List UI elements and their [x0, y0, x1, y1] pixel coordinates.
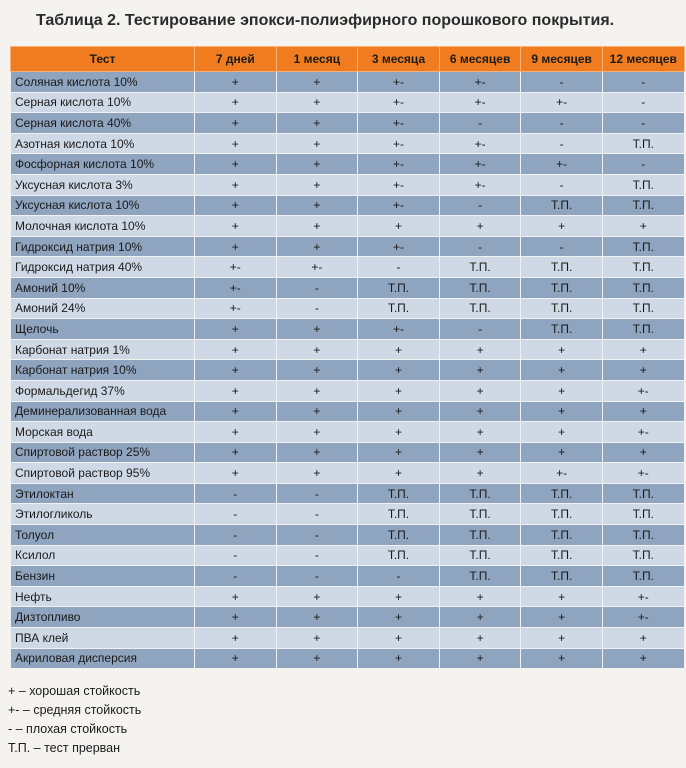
test-name-cell: Толуол	[11, 525, 195, 546]
column-header-period: 1 месяц	[276, 47, 358, 72]
result-cell: +	[195, 133, 277, 154]
result-cell: +	[521, 442, 603, 463]
result-cell: +	[521, 339, 603, 360]
legend-item: +- – средняя стойкость	[8, 703, 142, 717]
result-cell: +	[358, 442, 440, 463]
result-cell: +	[276, 380, 358, 401]
result-cell: +	[276, 360, 358, 381]
result-cell: +	[602, 648, 684, 669]
result-cell: +	[439, 360, 521, 381]
result-cell: +	[276, 401, 358, 422]
legend-item: + – хорошая стойкость	[8, 684, 141, 698]
table-body	[11, 72, 685, 669]
result-cell: +	[439, 339, 521, 360]
result-cell: +	[195, 463, 277, 484]
result-cell: -	[439, 113, 521, 134]
result-cell: Т.П.	[602, 195, 684, 216]
test-name-cell: Азотная кислота 10%	[11, 133, 195, 154]
result-cell: -	[439, 236, 521, 257]
table-row	[11, 648, 685, 669]
result-cell: +	[195, 113, 277, 134]
result-cell: +	[195, 174, 277, 195]
result-cell: -	[602, 154, 684, 175]
result-cell: -	[195, 566, 277, 587]
test-name-cell: Фосфорная кислота 10%	[11, 154, 195, 175]
result-cell: Т.П.	[358, 298, 440, 319]
result-cell: +	[358, 648, 440, 669]
result-cell: Т.П.	[602, 277, 684, 298]
result-cell: +	[195, 154, 277, 175]
result-cell: Т.П.	[439, 257, 521, 278]
result-cell: +	[521, 401, 603, 422]
result-cell: Т.П.	[521, 195, 603, 216]
test-name-cell: Формальдегид 37%	[11, 380, 195, 401]
result-cell: -	[276, 298, 358, 319]
result-cell: +	[195, 319, 277, 340]
result-cell: Т.П.	[602, 133, 684, 154]
result-cell: +-	[521, 154, 603, 175]
result-cell: +	[195, 380, 277, 401]
table-row	[11, 380, 685, 401]
result-cell: +	[521, 422, 603, 443]
table-row	[11, 298, 685, 319]
result-cell: -	[358, 257, 440, 278]
test-name-cell: Гидроксид натрия 10%	[11, 236, 195, 257]
result-cell: -	[195, 525, 277, 546]
test-name-cell: Молочная кислота 10%	[11, 216, 195, 237]
result-cell: +	[276, 628, 358, 649]
result-cell: +	[195, 442, 277, 463]
table-row	[11, 154, 685, 175]
test-name-cell: Спиртовой раствор 25%	[11, 442, 195, 463]
table-row	[11, 586, 685, 607]
test-name-cell: Морская вода	[11, 422, 195, 443]
table-row	[11, 545, 685, 566]
result-cell: +	[195, 360, 277, 381]
result-cell: +	[439, 401, 521, 422]
result-cell: +	[276, 442, 358, 463]
result-cell: +	[602, 442, 684, 463]
result-cell: +	[358, 628, 440, 649]
result-cell: +-	[358, 92, 440, 113]
table-row	[11, 174, 685, 195]
result-cell: +	[276, 72, 358, 93]
result-cell: +-	[439, 72, 521, 93]
column-header-period: 6 месяцев	[439, 47, 521, 72]
result-cell: +	[358, 339, 440, 360]
result-cell: Т.П.	[602, 236, 684, 257]
result-cell: +	[276, 422, 358, 443]
result-cell: Т.П.	[439, 483, 521, 504]
result-cell: +	[195, 339, 277, 360]
test-name-cell: Бензин	[11, 566, 195, 587]
result-cell: Т.П.	[521, 483, 603, 504]
result-cell: Т.П.	[602, 319, 684, 340]
result-cell: Т.П.	[521, 257, 603, 278]
result-cell: Т.П.	[439, 277, 521, 298]
result-cell: +	[276, 195, 358, 216]
table-row	[11, 566, 685, 587]
table-row	[11, 92, 685, 113]
result-cell: Т.П.	[602, 525, 684, 546]
test-name-cell: Деминерализованная вода	[11, 401, 195, 422]
result-cell: +	[195, 401, 277, 422]
result-cell: +	[276, 92, 358, 113]
result-cell: +	[439, 463, 521, 484]
result-cell: +	[195, 72, 277, 93]
result-cell: Т.П.	[602, 566, 684, 587]
result-cell: +	[521, 586, 603, 607]
result-cell: -	[439, 319, 521, 340]
result-cell: +-	[195, 298, 277, 319]
result-cell: Т.П.	[602, 504, 684, 525]
result-cell: +	[358, 360, 440, 381]
result-cell: -	[602, 92, 684, 113]
column-header-period: 3 месяца	[358, 47, 440, 72]
column-header-period: 7 дней	[195, 47, 277, 72]
result-cell: Т.П.	[358, 545, 440, 566]
table-title: Таблица 2. Тестирование эпокси-полиэфирного порошкового покрытия.	[36, 12, 615, 29]
result-cell: +-	[439, 133, 521, 154]
test-name-cell: ПВА клей	[11, 628, 195, 649]
table-row	[11, 422, 685, 443]
test-name-cell: Этилоктан	[11, 483, 195, 504]
result-cell: +	[602, 216, 684, 237]
table-row	[11, 525, 685, 546]
table-row	[11, 277, 685, 298]
test-name-cell: Гидроксид натрия 40%	[11, 257, 195, 278]
result-cell: +	[358, 401, 440, 422]
result-cell: +	[602, 339, 684, 360]
result-cell: -	[276, 504, 358, 525]
result-cell: +	[358, 422, 440, 443]
result-cell: +-	[358, 236, 440, 257]
table-row	[11, 463, 685, 484]
test-name-cell: Амоний 10%	[11, 277, 195, 298]
result-cell: Т.П.	[358, 504, 440, 525]
test-name-cell: Спиртовой раствор 95%	[11, 463, 195, 484]
result-cell: Т.П.	[358, 483, 440, 504]
result-cell: +	[276, 319, 358, 340]
table-row	[11, 607, 685, 628]
result-cell: Т.П.	[521, 566, 603, 587]
result-cell: +	[439, 586, 521, 607]
result-cell: +	[195, 236, 277, 257]
result-cell: +	[358, 216, 440, 237]
table-row	[11, 504, 685, 525]
result-cell: +-	[358, 174, 440, 195]
result-cell: +	[195, 607, 277, 628]
test-name-cell: Уксусная кислота 10%	[11, 195, 195, 216]
result-cell: -	[195, 545, 277, 566]
column-header-period: 12 месяцев	[602, 47, 684, 72]
result-cell: -	[276, 277, 358, 298]
result-cell: +-	[358, 319, 440, 340]
result-cell: -	[521, 174, 603, 195]
result-cell: -	[521, 133, 603, 154]
test-name-cell: Ксилол	[11, 545, 195, 566]
result-cell: Т.П.	[358, 525, 440, 546]
table-row	[11, 360, 685, 381]
table-row	[11, 72, 685, 93]
result-cell: Т.П.	[521, 298, 603, 319]
test-name-cell: Карбонат натрия 10%	[11, 360, 195, 381]
result-cell: +	[276, 586, 358, 607]
table-row	[11, 442, 685, 463]
result-cell: +-	[358, 195, 440, 216]
result-cell: +-	[602, 463, 684, 484]
result-cell: +	[602, 401, 684, 422]
test-name-cell: Акриловая дисперсия	[11, 648, 195, 669]
table-row	[11, 113, 685, 134]
result-cell: +	[439, 628, 521, 649]
result-cell: +-	[602, 422, 684, 443]
result-cell: Т.П.	[521, 319, 603, 340]
result-cell: -	[521, 72, 603, 93]
result-cell: Т.П.	[439, 525, 521, 546]
result-cell: -	[276, 483, 358, 504]
result-cell: +	[521, 628, 603, 649]
result-cell: +	[439, 648, 521, 669]
result-cell: Т.П.	[602, 483, 684, 504]
result-cell: +	[276, 648, 358, 669]
result-cell: +	[521, 360, 603, 381]
result-cell: +	[358, 463, 440, 484]
table-row	[11, 195, 685, 216]
legend-item: Т.П. – тест прерван	[8, 741, 121, 755]
result-cell: Т.П.	[521, 545, 603, 566]
test-name-cell: Нефть	[11, 586, 195, 607]
result-cell: Т.П.	[521, 504, 603, 525]
result-cell: +	[195, 628, 277, 649]
result-cell: -	[439, 195, 521, 216]
test-name-cell: Этилогликоль	[11, 504, 195, 525]
table-row	[11, 216, 685, 237]
test-name-cell: Серная кислота 40%	[11, 113, 195, 134]
table-row	[11, 257, 685, 278]
legend	[8, 682, 141, 758]
result-cell: -	[602, 113, 684, 134]
result-cell: -	[195, 483, 277, 504]
result-cell: +	[276, 216, 358, 237]
result-cell: +-	[195, 277, 277, 298]
result-cell: +-	[439, 174, 521, 195]
result-cell: +	[195, 92, 277, 113]
result-cell: Т.П.	[602, 298, 684, 319]
table-row	[11, 628, 685, 649]
result-cell: -	[276, 545, 358, 566]
result-cell: Т.П.	[439, 566, 521, 587]
result-cell: +	[439, 422, 521, 443]
result-cell: Т.П.	[602, 174, 684, 195]
result-cell: +-	[602, 607, 684, 628]
table-row	[11, 483, 685, 504]
result-cell: +	[358, 380, 440, 401]
result-cell: +-	[602, 380, 684, 401]
result-cell: +	[276, 339, 358, 360]
test-name-cell: Соляная кислота 10%	[11, 72, 195, 93]
result-cell: +	[358, 586, 440, 607]
column-header-test: Тест	[11, 47, 195, 72]
result-cell: +	[276, 463, 358, 484]
result-cell: +-	[439, 154, 521, 175]
result-cell: +	[195, 216, 277, 237]
result-cell: Т.П.	[521, 277, 603, 298]
result-cell: Т.П.	[602, 257, 684, 278]
result-cell: +-	[195, 257, 277, 278]
column-header-period: 9 месяцев	[521, 47, 603, 72]
result-cell: +-	[358, 113, 440, 134]
result-cell: +-	[358, 133, 440, 154]
result-cell: Т.П.	[358, 277, 440, 298]
table-row	[11, 339, 685, 360]
result-cell: -	[602, 72, 684, 93]
result-cell: +-	[602, 586, 684, 607]
result-cell: +-	[358, 72, 440, 93]
result-cell: +-	[521, 463, 603, 484]
result-cell: Т.П.	[439, 545, 521, 566]
results-table	[10, 46, 685, 669]
result-cell: +	[521, 648, 603, 669]
result-cell: +	[439, 380, 521, 401]
result-cell: Т.П.	[602, 545, 684, 566]
result-cell: Т.П.	[439, 298, 521, 319]
test-name-cell: Карбонат натрия 1%	[11, 339, 195, 360]
legend-item: - – плохая стойкость	[8, 722, 128, 736]
result-cell: -	[358, 566, 440, 587]
result-cell: +	[276, 113, 358, 134]
result-cell: +	[195, 586, 277, 607]
result-cell: -	[521, 113, 603, 134]
result-cell: +	[358, 607, 440, 628]
result-cell: +	[439, 607, 521, 628]
result-cell: +	[439, 442, 521, 463]
result-cell: +	[195, 422, 277, 443]
table-row	[11, 133, 685, 154]
table-row	[11, 236, 685, 257]
table-row	[11, 319, 685, 340]
table-row	[11, 401, 685, 422]
result-cell: +-	[521, 92, 603, 113]
result-cell: -	[521, 236, 603, 257]
test-name-cell: Уксусная кислота 3%	[11, 174, 195, 195]
result-cell: +	[276, 236, 358, 257]
result-cell: +	[276, 174, 358, 195]
result-cell: +	[195, 195, 277, 216]
test-name-cell: Дизтопливо	[11, 607, 195, 628]
results-table-container	[10, 46, 684, 669]
result-cell: +	[276, 133, 358, 154]
result-cell: Т.П.	[521, 525, 603, 546]
result-cell: +-	[276, 257, 358, 278]
test-name-cell: Серная кислота 10%	[11, 92, 195, 113]
result-cell: -	[276, 566, 358, 587]
result-cell: +	[521, 216, 603, 237]
result-cell: +-	[439, 92, 521, 113]
test-name-cell: Щелочь	[11, 319, 195, 340]
result-cell: +	[602, 360, 684, 381]
result-cell: Т.П.	[439, 504, 521, 525]
result-cell: -	[276, 525, 358, 546]
test-name-cell: Амоний 24%	[11, 298, 195, 319]
result-cell: +	[439, 216, 521, 237]
result-cell: +	[276, 607, 358, 628]
result-cell: -	[195, 504, 277, 525]
result-cell: +-	[358, 154, 440, 175]
result-cell: +	[276, 154, 358, 175]
result-cell: +	[521, 380, 603, 401]
result-cell: +	[195, 648, 277, 669]
table-header-row	[11, 47, 685, 72]
result-cell: +	[602, 628, 684, 649]
result-cell: +	[521, 607, 603, 628]
